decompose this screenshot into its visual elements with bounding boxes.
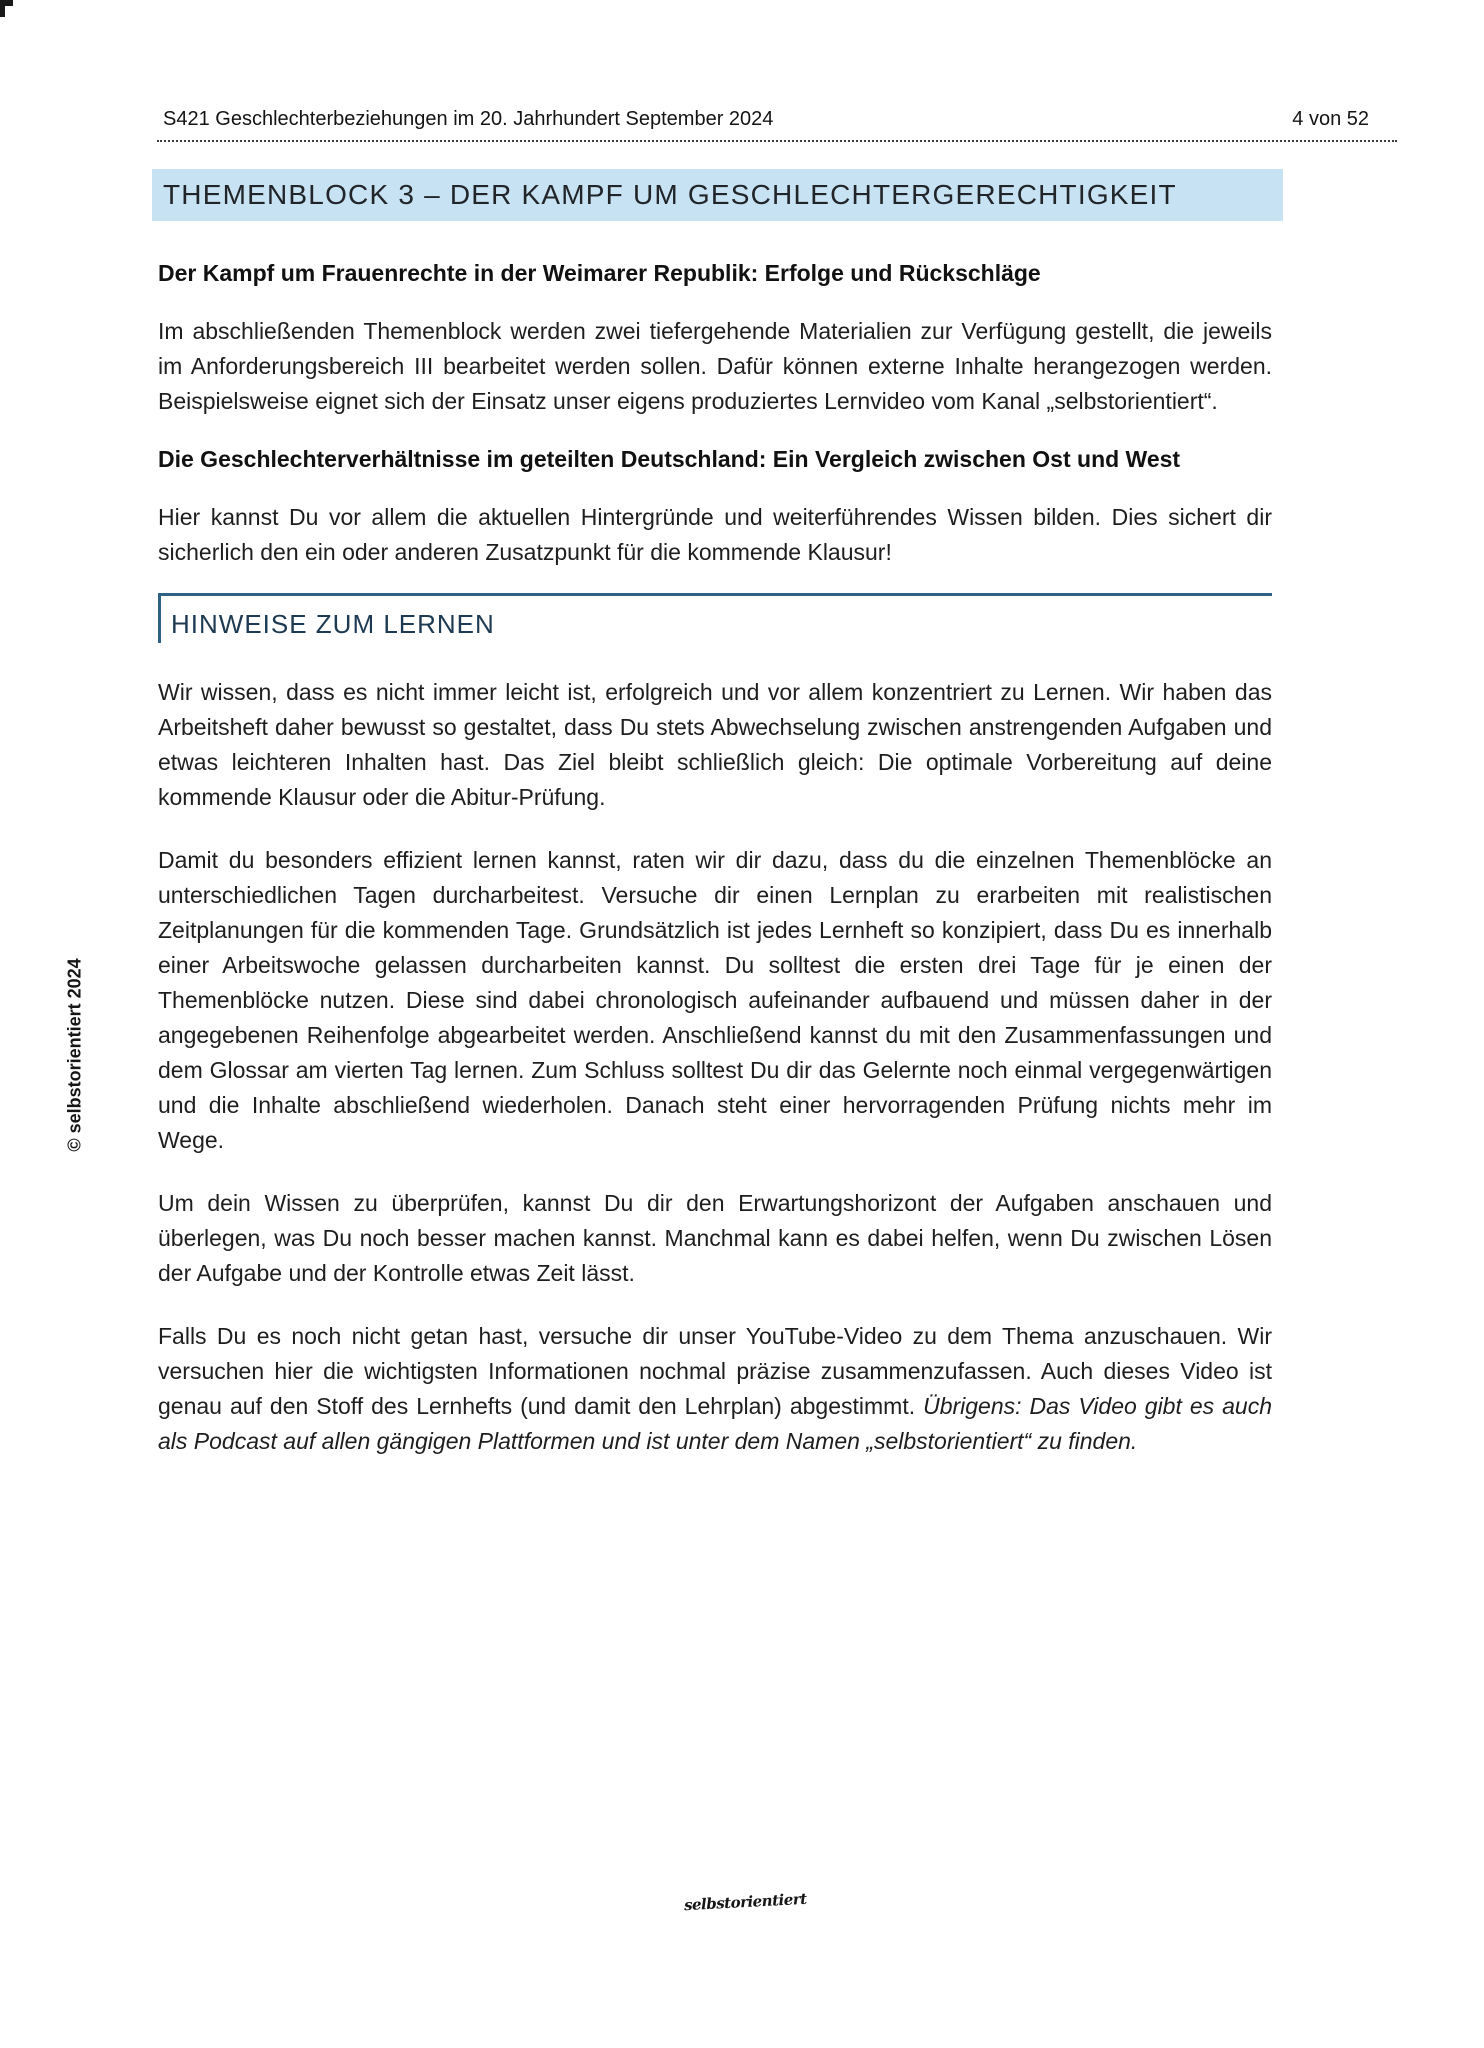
header-document-title: S421 Geschlechterbeziehungen im 20. Jahrhundert September 2024 — [163, 108, 774, 130]
paragraph-hinweise-4-normal: Falls Du es noch nicht getan hast, versuche dir unser YouTube-Video zu dem Thema anzuschauen. Wir versuchen hier die wichtigsten Informationen nochmal präzise zusammenzufassen. Auch dieses Video ist genau auf den Stoff des Lernhefts (und damit den Lehrplan) abgestimmt. — [158, 1323, 1272, 1419]
themenblock-banner-title: THEMENBLOCK 3 – DER KAMPF UM GESCHLECHTERGERECHTIGKEIT — [163, 179, 1177, 210]
paragraph-intro-1: Im abschließenden Themenblock werden zwei tiefergehende Materialien zur Verfügung gestellt, die jeweils im Anforderungsbereich III bearbeitet werden sollen. Dafür können externe Inhalte herangezogen werden. Beispielsweise eignet sich der Einsatz unser eigens produziertes Lernvideo vom Kanal „selbstorientiert“. — [158, 318, 1272, 414]
paragraph-intro-2: Hier kannst Du vor allem die aktuellen Hintergründe und weiterführendes Wissen bilden. Dies sichert dir sicherlich den ein oder anderen Zusatzpunkt für die kommende Klausur! — [158, 504, 1272, 565]
paragraph-hinweise-4-italic: Übrigens: Das Video gibt es auch als Podcast auf allen gängigen Plattformen und ist unter dem Namen „selbstorientiert“ zu finden. — [158, 1393, 1272, 1454]
vertical-copyright: © selbstorientiert 2024 — [64, 958, 85, 1152]
paragraph-hinweise-4 — [158, 1319, 1272, 1459]
hinweise-section-header — [158, 593, 1272, 643]
main-text-column — [158, 244, 1272, 1459]
header-page-number: 4 von 52 — [1292, 108, 1369, 130]
themenblock-banner — [152, 169, 1283, 221]
page-corner-mark — [0, 0, 13, 17]
paragraph-hinweise-2: Damit du besonders effizient lernen kannst, raten wir dir dazu, dass du die einzelnen Themenblöcke an unterschiedlichen Tagen durcharbeitest. Versuche dir einen Lernplan zu erarbeiten mit realistischen Zeitplanungen für die kommenden Tage. Grundsätzlich ist jedes Lernheft so konzipiert, dass Du es innerhalb einer Arbeitswoche gelassen durcharbeiten kannst. Du solltest die ersten drei Tage für je einen der Themenblöcke nutzen. Diese sind dabei chronologisch aufeinander aufbauend und müssen daher in der angegebenen Reihenfolge abgearbeitet werden. Anschließend kannst du mit den Zusammenfassungen und dem Glossar am vierten Tag lernen. Zum Schluss solltest Du dir das Gelernte noch einmal vergegenwärtigen und die Inhalte abschließend wiederholen. Danach steht einer hervorragenden Prüfung nichts mehr im Wege. — [158, 847, 1272, 1153]
heading-geschlechterverhaeltnisse: Die Geschlechterverhältnisse im geteilten Deutschland: Ein Vergleich zwischen Ost und West — [158, 446, 1181, 472]
heading-frauenrechte: Der Kampf um Frauenrechte in der Weimarer Republik: Erfolge und Rückschläge — [158, 260, 1041, 286]
paragraph-hinweise-1: Wir wissen, dass es nicht immer leicht ist, erfolgreich und vor allem konzentriert zu Lernen. Wir haben das Arbeitsheft daher bewusst so gestaltet, dass Du stets Abwechselung zwischen anstrengenden Aufgaben und etwas leichteren Inhalten hast. Das Ziel bleibt schließlich gleich: Die optimale Vorbereitung auf deine kommende Klausur oder die Abitur-Prüfung. — [158, 679, 1272, 810]
paragraph-hinweise-3: Um dein Wissen zu überprüfen, kannst Du dir den Erwartungshorizont der Aufgaben anschauen und überlegen, was Du noch besser machen kannst. Manchmal kann es dabei helfen, wenn Du zwischen Lösen der Aufgabe und der Kontrolle etwas Zeit lässt. — [158, 1190, 1272, 1286]
selbstorientiert-logo: selbstorientiert — [683, 1889, 807, 1915]
hinweise-section-title: HINWEISE ZUM LERNEN — [171, 609, 495, 639]
running-header — [157, 108, 1397, 142]
